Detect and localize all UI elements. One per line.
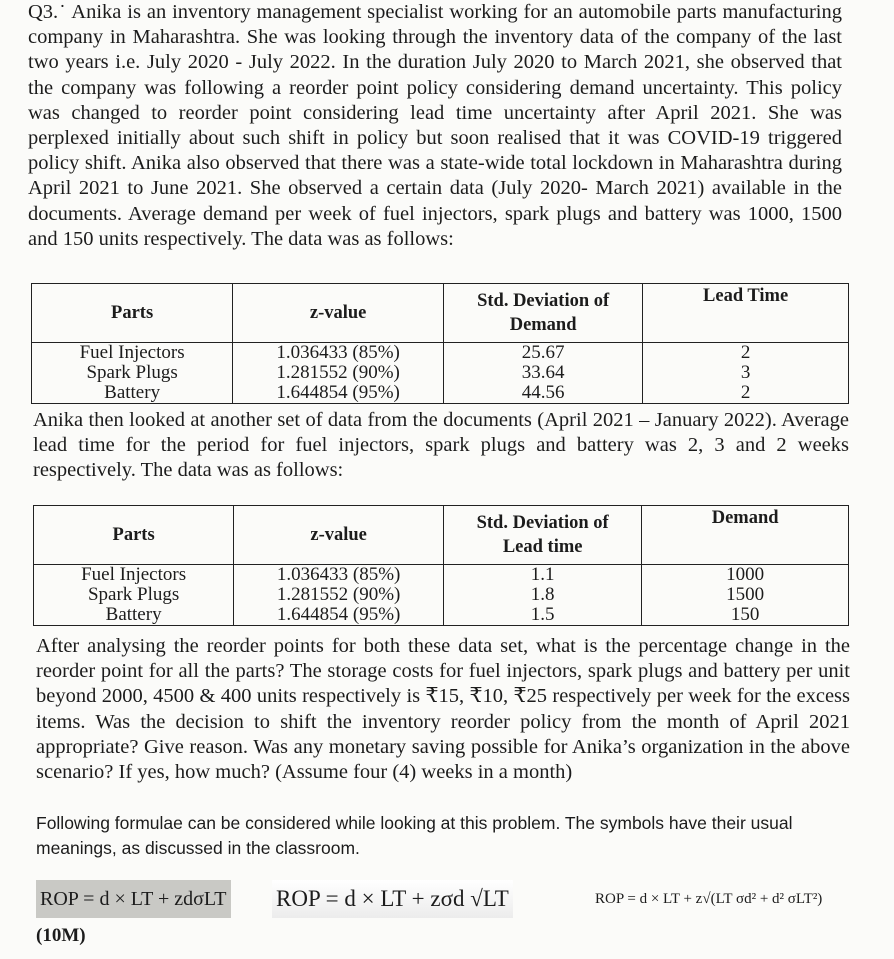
cell-part: Battery bbox=[32, 383, 233, 404]
header-parts: Parts bbox=[32, 284, 233, 343]
cell-part: Spark Plugs bbox=[34, 585, 234, 605]
cell-part: Fuel Injectors bbox=[32, 343, 233, 364]
table-row bbox=[32, 343, 849, 364]
formula-combined-uncertainty: ROP = d × LT + z√(LT σd² + d² σLT²) bbox=[595, 891, 823, 907]
demand-uncertainty-table bbox=[31, 283, 849, 404]
cell-part: Spark Plugs bbox=[32, 363, 233, 383]
header-z-value: z-value bbox=[234, 506, 444, 565]
cell-z-value: 1.644854 (95%) bbox=[234, 605, 444, 626]
header-demand: Demand bbox=[642, 506, 849, 565]
cell-std-dev: 1.1 bbox=[444, 565, 642, 586]
cell-part: Fuel Injectors bbox=[34, 565, 234, 586]
table-row bbox=[32, 363, 849, 383]
cell-demand: 150 bbox=[642, 605, 849, 626]
table-header-row bbox=[32, 284, 849, 343]
cell-lead-time: 3 bbox=[643, 363, 849, 383]
marks-label: (10M) bbox=[36, 925, 86, 946]
cell-demand: 1000 bbox=[642, 565, 849, 586]
cell-z-value: 1.036433 (85%) bbox=[233, 343, 444, 364]
formula-demand-uncertainty: ROP = d × LT + zdσLT bbox=[36, 880, 231, 918]
table-row bbox=[32, 383, 849, 404]
formula-leadtime-uncertainty: ROP = d × LT + zσd √LT bbox=[272, 880, 513, 918]
cell-lead-time: 2 bbox=[643, 383, 849, 404]
table-row bbox=[34, 605, 849, 626]
question-middle: Anika then looked at another set of data from the documents (April 2021 – January 2022). Average lead time for the period for fuel injectors, spark plugs and battery was 2, 3 and 2 weeks respectively. The data was as follows: bbox=[33, 409, 849, 482]
cell-std-dev: 33.64 bbox=[444, 363, 643, 383]
header-parts: Parts bbox=[34, 506, 234, 565]
lead-time-uncertainty-table bbox=[33, 505, 849, 626]
cell-part: Battery bbox=[34, 605, 234, 626]
cell-z-value: 1.036433 (85%) bbox=[234, 565, 444, 586]
header-std-deviation: Std. Deviation of Lead time bbox=[444, 506, 642, 565]
formula-note: Following formulae can be considered while looking at this problem. The symbols have their usual meanings, as discussed in the classroom. bbox=[36, 813, 793, 858]
header-lead-time: Lead Time bbox=[643, 284, 849, 343]
cell-z-value: 1.644854 (95%) bbox=[233, 383, 444, 404]
header-std-deviation: Std. Deviation of Demand bbox=[444, 284, 643, 343]
formula-strip bbox=[36, 880, 866, 920]
table-row bbox=[34, 565, 849, 586]
cell-lead-time: 2 bbox=[643, 343, 849, 364]
header-z-value: z-value bbox=[233, 284, 444, 343]
table-row bbox=[34, 585, 849, 605]
cell-z-value: 1.281552 (90%) bbox=[234, 585, 444, 605]
cell-std-dev: 44.56 bbox=[444, 383, 643, 404]
cell-demand: 1500 bbox=[642, 585, 849, 605]
cell-std-dev: 25.67 bbox=[444, 343, 643, 364]
question-ask: After analysing the reorder points for both these data set, what is the percentage change in the reorder point for all the parts? The storage costs for fuel injectors, spark plugs and battery per unit beyond 2000, 4500 & 400 units respectively is ₹15, ₹10, ₹25 respectively per week for the excess items. Was the decision to shift the inventory reorder policy from the month of April 2021 appropriate? Give reason. Was any monetary saving possible for Anika’s organization in the above scenario? If yes, how much? (Assume four (4) weeks in a month) bbox=[36, 635, 850, 784]
question-intro: Q3.˙ Anika is an inventory management specialist working for an automobile parts manufacturing company in Maharashtra. She was looking through the inventory data of the company of the last two years i.e. July 2020 - July 2022. In the duration July 2020 to March 2021, she observed that the company was following a reorder point policy considering demand uncertainty. This policy was changed to reorder point considering lead time uncertainty after April 2021. She was perplexed initially about such shift in policy but soon realised that it was COVID-19 triggered policy shift. Anika also observed that there was a state-wide total lockdown in Maharashtra during April 2021 to June 2021. She observed a certain data (July 2020- March 2021) available in the documents. Average demand per week of fuel injectors, spark plugs and battery was 1000, 1500 and 150 units respectively. The data was as follows: bbox=[28, 1, 842, 250]
cell-std-dev: 1.5 bbox=[444, 605, 642, 626]
table-header-row bbox=[34, 506, 849, 565]
cell-z-value: 1.281552 (90%) bbox=[233, 363, 444, 383]
cell-std-dev: 1.8 bbox=[444, 585, 642, 605]
